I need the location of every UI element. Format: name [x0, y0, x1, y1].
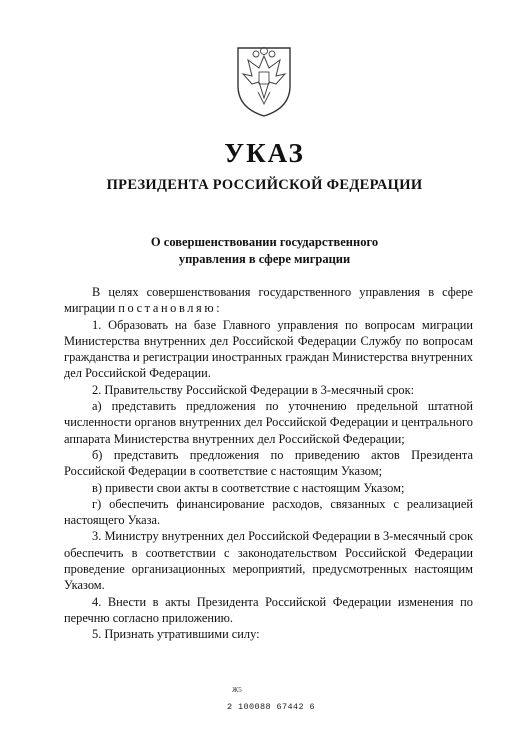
footer-mark: Ж5	[232, 686, 242, 694]
heading-line-2: управления в сфере миграции	[178, 252, 351, 266]
paragraph-5: 5. Признать утратившими силу:	[92, 627, 260, 642]
intro-decree-word: постановляю:	[118, 301, 223, 316]
intro-paragraph	[64, 284, 473, 317]
intro-text: В целях совершенствования государственного управления в сфере миграции	[64, 285, 473, 316]
paragraph-2c: в) привести свои акты в соответствие с настоящим Указом;	[92, 480, 405, 495]
decree-title: УКАЗ	[224, 138, 305, 168]
heading-line-1: О совершенствовании государственного	[150, 235, 379, 249]
paragraph-2a: а) представить предложения по уточнению предельной штатной численности органов внутренних дел Российской Федерации и центрального аппарата Министерства внутренних дел Российской Федерации;	[64, 399, 473, 446]
decree-subtitle: ПРЕЗИДЕНТА РОССИЙСКОЙ ФЕДЕРАЦИИ	[106, 177, 423, 193]
paragraph-3: 3. Министру внутренних дел Российской Федерации в 3-месячный срок обеспечить в соответствии с законодательством Российской Федерации проведение организационных мероприятий, предусмотренных настоящим Указом.	[64, 529, 473, 593]
paragraph-1: 1. Образовать на базе Главного управления по вопросам миграции Министерства внутренних дел Российской Федерации Службу по вопросам гражданства и регистрации иностранных граждан Министерства внутренних дел Российской Федерации.	[64, 317, 473, 381]
state-emblem-icon	[232, 42, 296, 118]
barcode-number: 2 100088 67442 6	[227, 702, 316, 712]
paragraph-2d: г) обеспечить финансирование расходов, связанных с реализацией настоящего Указа.	[64, 496, 473, 528]
paragraph-2: 2. Правительству Российской Федерации в 3-месячный срок:	[92, 382, 415, 397]
paragraph-2b: б) представить предложения по приведению актов Президента Российской Федерации в соответствие с настоящим Указом;	[64, 447, 473, 479]
paragraph-4: 4. Внести в акты Президента Российской Федерации изменения по перечню согласно приложению.	[64, 594, 473, 625]
decree-heading	[0, 234, 529, 268]
decree-body	[64, 284, 473, 643]
